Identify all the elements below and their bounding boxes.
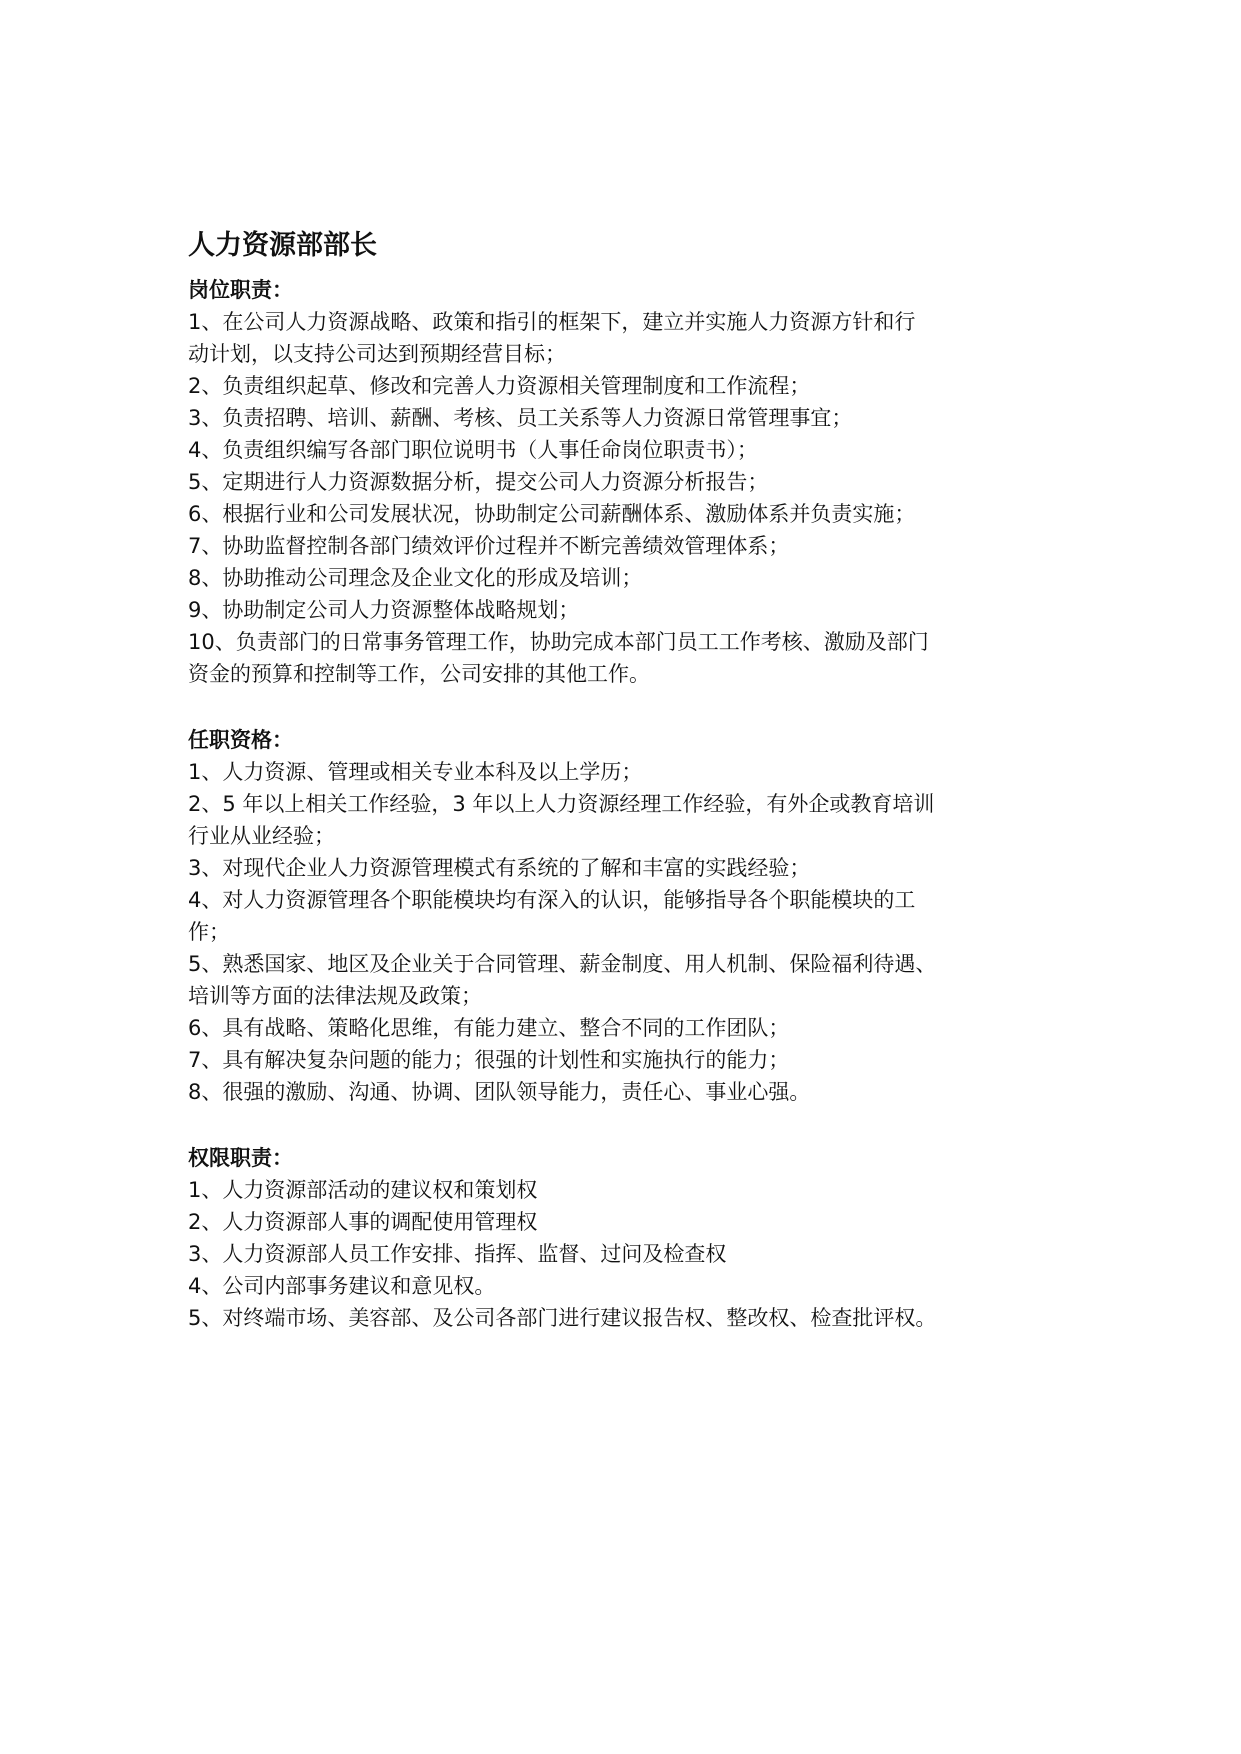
list-item: 5、熟悉国家、地区及企业关于合同管理、薪金制度、用人机制、保险福利待遇、 培训等方面的法律法规及政策； xyxy=(188,952,937,1008)
section-qualifications xyxy=(188,724,1088,1108)
list-item: 10、负责部门的日常事务管理工作，协助完成本部门员工工作考核、激励及部门 资金的预算和控制等工作，公司安排的其他工作。 xyxy=(188,630,929,686)
list-item: 1、人力资源部活动的建议权和策划权 xyxy=(188,1178,538,1202)
list-item: 2、负责组织起草、修改和完善人力资源相关管理制度和工作流程； xyxy=(188,374,811,398)
list-item: 2、5 年以上相关工作经验，3 年以上人力资源经理工作经验，有外企或教育培训 行业从业经验； xyxy=(188,792,935,848)
section-heading: 权限职责： xyxy=(188,1146,293,1170)
list-item: 8、很强的激励、沟通、协调、团队领导能力，责任心、事业心强。 xyxy=(188,1080,811,1104)
list-item: 4、公司内部事务建议和意见权。 xyxy=(188,1274,496,1298)
document-page xyxy=(188,224,1088,1334)
list-item: 3、人力资源部人员工作安排、指挥、监督、过问及检查权 xyxy=(188,1242,727,1266)
section-responsibilities xyxy=(188,274,1088,690)
list-item: 5、对终端市场、美容部、及公司各部门进行建议报告权、整改权、检查批评权。 xyxy=(188,1306,937,1330)
list-item: 6、根据行业和公司发展状况，协助制定公司薪酬体系、激励体系并负责实施； xyxy=(188,502,916,526)
section-heading: 任职资格： xyxy=(188,728,293,752)
list-item: 4、负责组织编写各部门职位说明书（人事任命岗位职责书）； xyxy=(188,438,758,462)
list-item: 9、协助制定公司人力资源整体战略规划； xyxy=(188,598,580,622)
document-title: 人力资源部部长 xyxy=(188,230,377,261)
list-item: 2、人力资源部人事的调配使用管理权 xyxy=(188,1210,538,1234)
list-item: 6、具有战略、策略化思维，有能力建立、整合不同的工作团队； xyxy=(188,1016,790,1040)
section-heading: 岗位职责： xyxy=(188,278,293,302)
list-item: 4、对人力资源管理各个职能模块均有深入的认识，能够指导各个职能模块的工 作； xyxy=(188,888,916,944)
list-item: 3、负责招聘、培训、薪酬、考核、员工关系等人力资源日常管理事宜； xyxy=(188,406,853,430)
list-item: 5、定期进行人力资源数据分析，提交公司人力资源分析报告； xyxy=(188,470,769,494)
list-item: 8、协助推动公司理念及企业文化的形成及培训； xyxy=(188,566,643,590)
list-item: 1、人力资源、管理或相关专业本科及以上学历； xyxy=(188,760,643,784)
section-authority xyxy=(188,1142,1088,1334)
list-item: 1、在公司人力资源战略、政策和指引的框架下，建立并实施人力资源方针和行 动计划，以支持公司达到预期经营目标； xyxy=(188,310,916,366)
list-item: 7、具有解决复杂问题的能力；很强的计划性和实施执行的能力； xyxy=(188,1048,790,1072)
list-item: 3、对现代企业人力资源管理模式有系统的了解和丰富的实践经验； xyxy=(188,856,811,880)
list-item: 7、协助监督控制各部门绩效评价过程并不断完善绩效管理体系； xyxy=(188,534,790,558)
